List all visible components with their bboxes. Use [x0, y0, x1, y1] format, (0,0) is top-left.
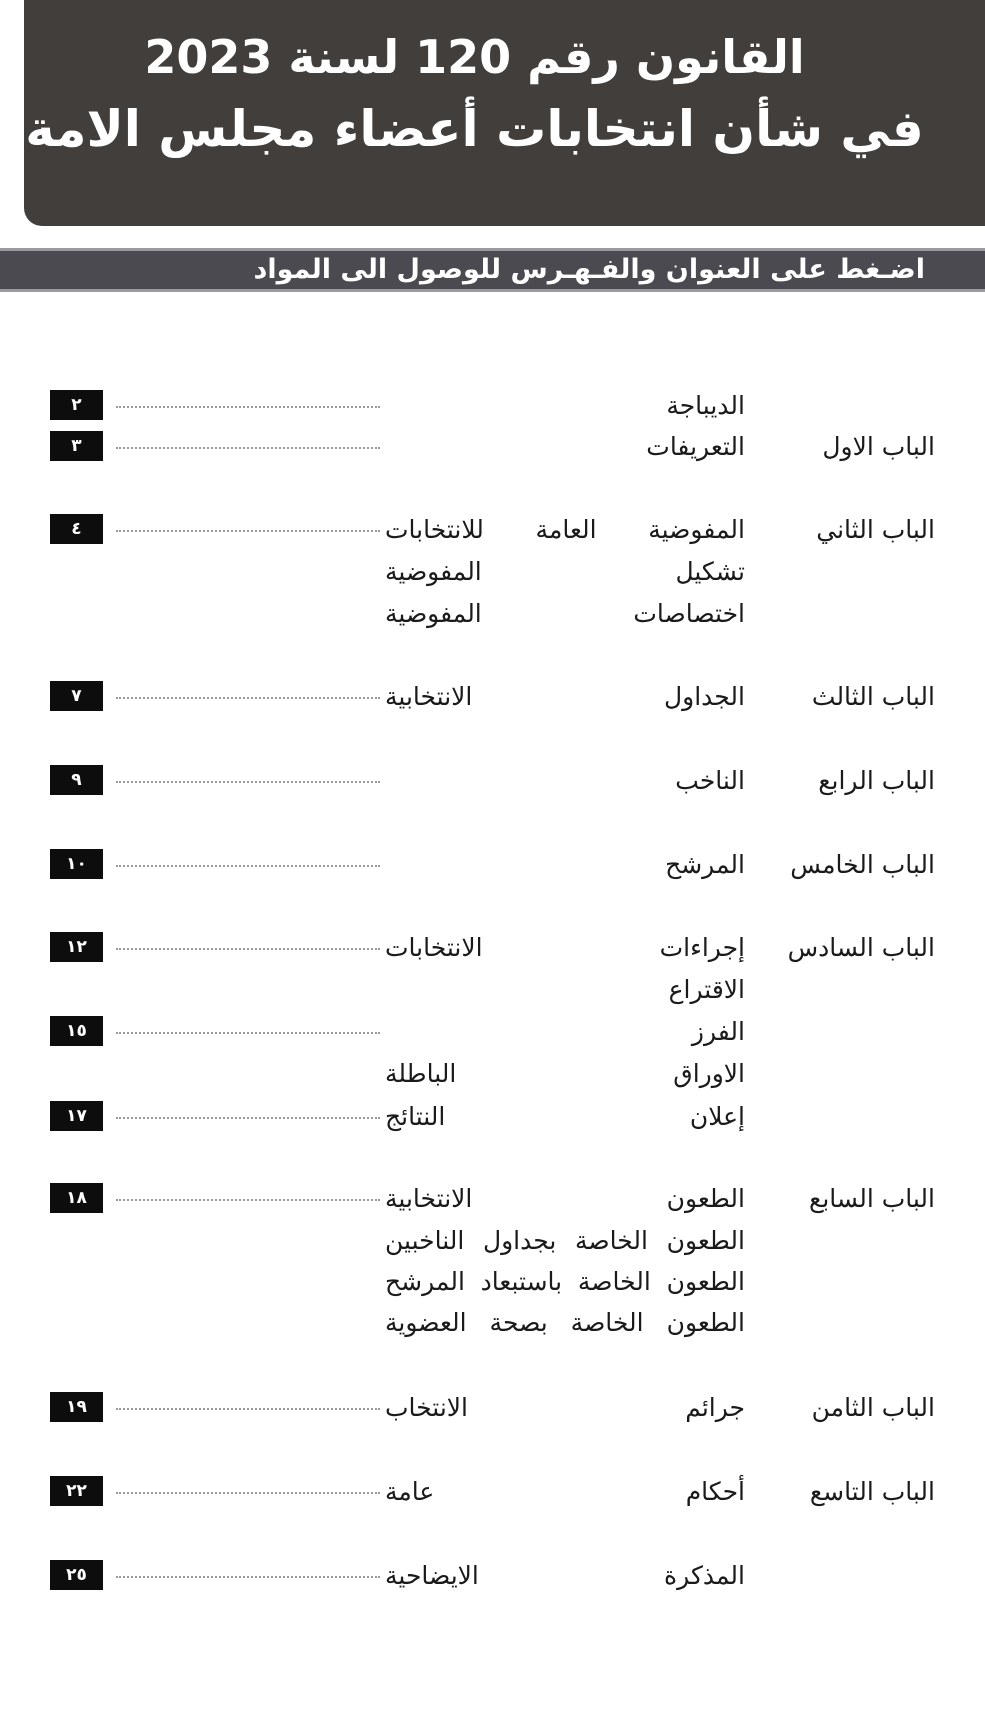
section-title[interactable]: الجداول الانتخابية: [385, 682, 745, 711]
section-title[interactable]: المذكرة الايضاحية: [385, 1561, 745, 1590]
chapter-label[interactable]: الباب السادس: [787, 933, 935, 962]
toc-row[interactable]: [0, 677, 985, 717]
section-title[interactable]: اختصاصات المفوضية: [385, 599, 745, 628]
leader-dots: [116, 1199, 380, 1201]
section-title[interactable]: الاقتراع: [668, 975, 745, 1004]
section-title[interactable]: الناخب: [675, 766, 745, 795]
page-number[interactable]: ١٠: [50, 849, 103, 879]
chapter-label[interactable]: الباب الاول: [822, 432, 935, 461]
toc-row[interactable]: [0, 594, 985, 634]
instruction-banner[interactable]: اضـغط على العنوان والفـهـرس للوصول الى المواد: [0, 248, 985, 292]
page-number[interactable]: ٧: [50, 681, 103, 711]
toc-row[interactable]: [0, 845, 985, 885]
chapter-label[interactable]: الباب السابع: [809, 1184, 935, 1213]
page-number[interactable]: ١٢: [50, 932, 103, 962]
toc-row[interactable]: [0, 1556, 985, 1596]
leader-dots: [116, 697, 380, 699]
toc-row[interactable]: [0, 386, 985, 426]
toc-row[interactable]: [0, 552, 985, 592]
section-title[interactable]: تشكيل المفوضية: [385, 557, 745, 586]
leader-dots: [116, 1408, 380, 1410]
section-title[interactable]: الاوراق الباطلة: [385, 1059, 745, 1088]
page-number[interactable]: ١٩: [50, 1392, 103, 1422]
section-title[interactable]: المفوضية العامة للانتخابات: [385, 515, 745, 544]
toc-row[interactable]: [0, 1221, 985, 1261]
page-number[interactable]: ٢٥: [50, 1560, 103, 1590]
leader-dots: [116, 1576, 380, 1578]
section-title[interactable]: الديباجة: [666, 391, 745, 420]
leader-dots: [116, 406, 380, 408]
leader-dots: [116, 948, 380, 950]
leader-dots: [116, 1032, 380, 1034]
leader-dots: [116, 1117, 380, 1119]
chapter-label[interactable]: [735, 386, 935, 426]
section-title[interactable]: التعريفات: [646, 432, 745, 461]
toc-row[interactable]: [0, 510, 985, 550]
page-number[interactable]: ١٥: [50, 1016, 103, 1046]
toc-row[interactable]: [0, 1303, 985, 1343]
leader-dots: [116, 530, 380, 532]
chapter-label[interactable]: الباب الخامس: [790, 850, 935, 879]
page-number[interactable]: ٢٢: [50, 1476, 103, 1506]
page-number[interactable]: ١٧: [50, 1101, 103, 1131]
toc-row[interactable]: [0, 761, 985, 801]
toc-row[interactable]: [0, 1054, 985, 1094]
section-title[interactable]: المرشح: [665, 850, 745, 879]
leader-dots: [116, 865, 380, 867]
section-title[interactable]: الطعون الخاصة بجداول الناخبين: [385, 1226, 745, 1255]
toc-row[interactable]: [0, 970, 985, 1010]
page-number[interactable]: ٤: [50, 514, 103, 544]
chapter-label[interactable]: الباب الثامن: [811, 1393, 935, 1422]
leader-dots: [116, 781, 380, 783]
toc-row[interactable]: [0, 1179, 985, 1219]
toc-row[interactable]: [0, 928, 985, 968]
law-subtitle: في شأن انتخابات أعضاء مجلس الامة: [25, 100, 924, 158]
toc-row[interactable]: [0, 1097, 985, 1137]
leader-dots: [116, 1492, 380, 1494]
toc-row[interactable]: [0, 1472, 985, 1512]
section-title[interactable]: إجراءات الانتخابات: [385, 933, 745, 962]
section-title[interactable]: الطعون الخاصة باستبعاد المرشح: [385, 1267, 745, 1296]
section-title[interactable]: الفرز: [691, 1017, 745, 1046]
section-title[interactable]: الطعون الخاصة بصحة العضوية: [385, 1308, 745, 1337]
chapter-label[interactable]: الباب الرابع: [818, 766, 935, 795]
law-title: القانون رقم 120 لسنة 2023: [144, 30, 805, 84]
toc-row[interactable]: [0, 1262, 985, 1302]
page-number[interactable]: ٩: [50, 765, 103, 795]
section-title[interactable]: أحكام عامة: [385, 1477, 745, 1506]
chapter-label[interactable]: الباب الثالث: [811, 682, 935, 711]
toc-row[interactable]: [0, 1012, 985, 1052]
chapter-label[interactable]: الباب التاسع: [809, 1477, 935, 1506]
leader-dots: [116, 447, 380, 449]
page-number[interactable]: ٢: [50, 390, 103, 420]
toc-row[interactable]: [0, 1388, 985, 1428]
section-title[interactable]: جرائم الانتخاب: [385, 1393, 745, 1422]
toc-row[interactable]: [0, 427, 985, 467]
page-number[interactable]: ١٨: [50, 1183, 103, 1213]
chapter-label[interactable]: الباب الثاني: [816, 515, 935, 544]
section-title[interactable]: إعلان النتائج: [385, 1102, 745, 1131]
page-number[interactable]: ٣: [50, 431, 103, 461]
section-title[interactable]: الطعون الانتخابية: [385, 1184, 745, 1213]
